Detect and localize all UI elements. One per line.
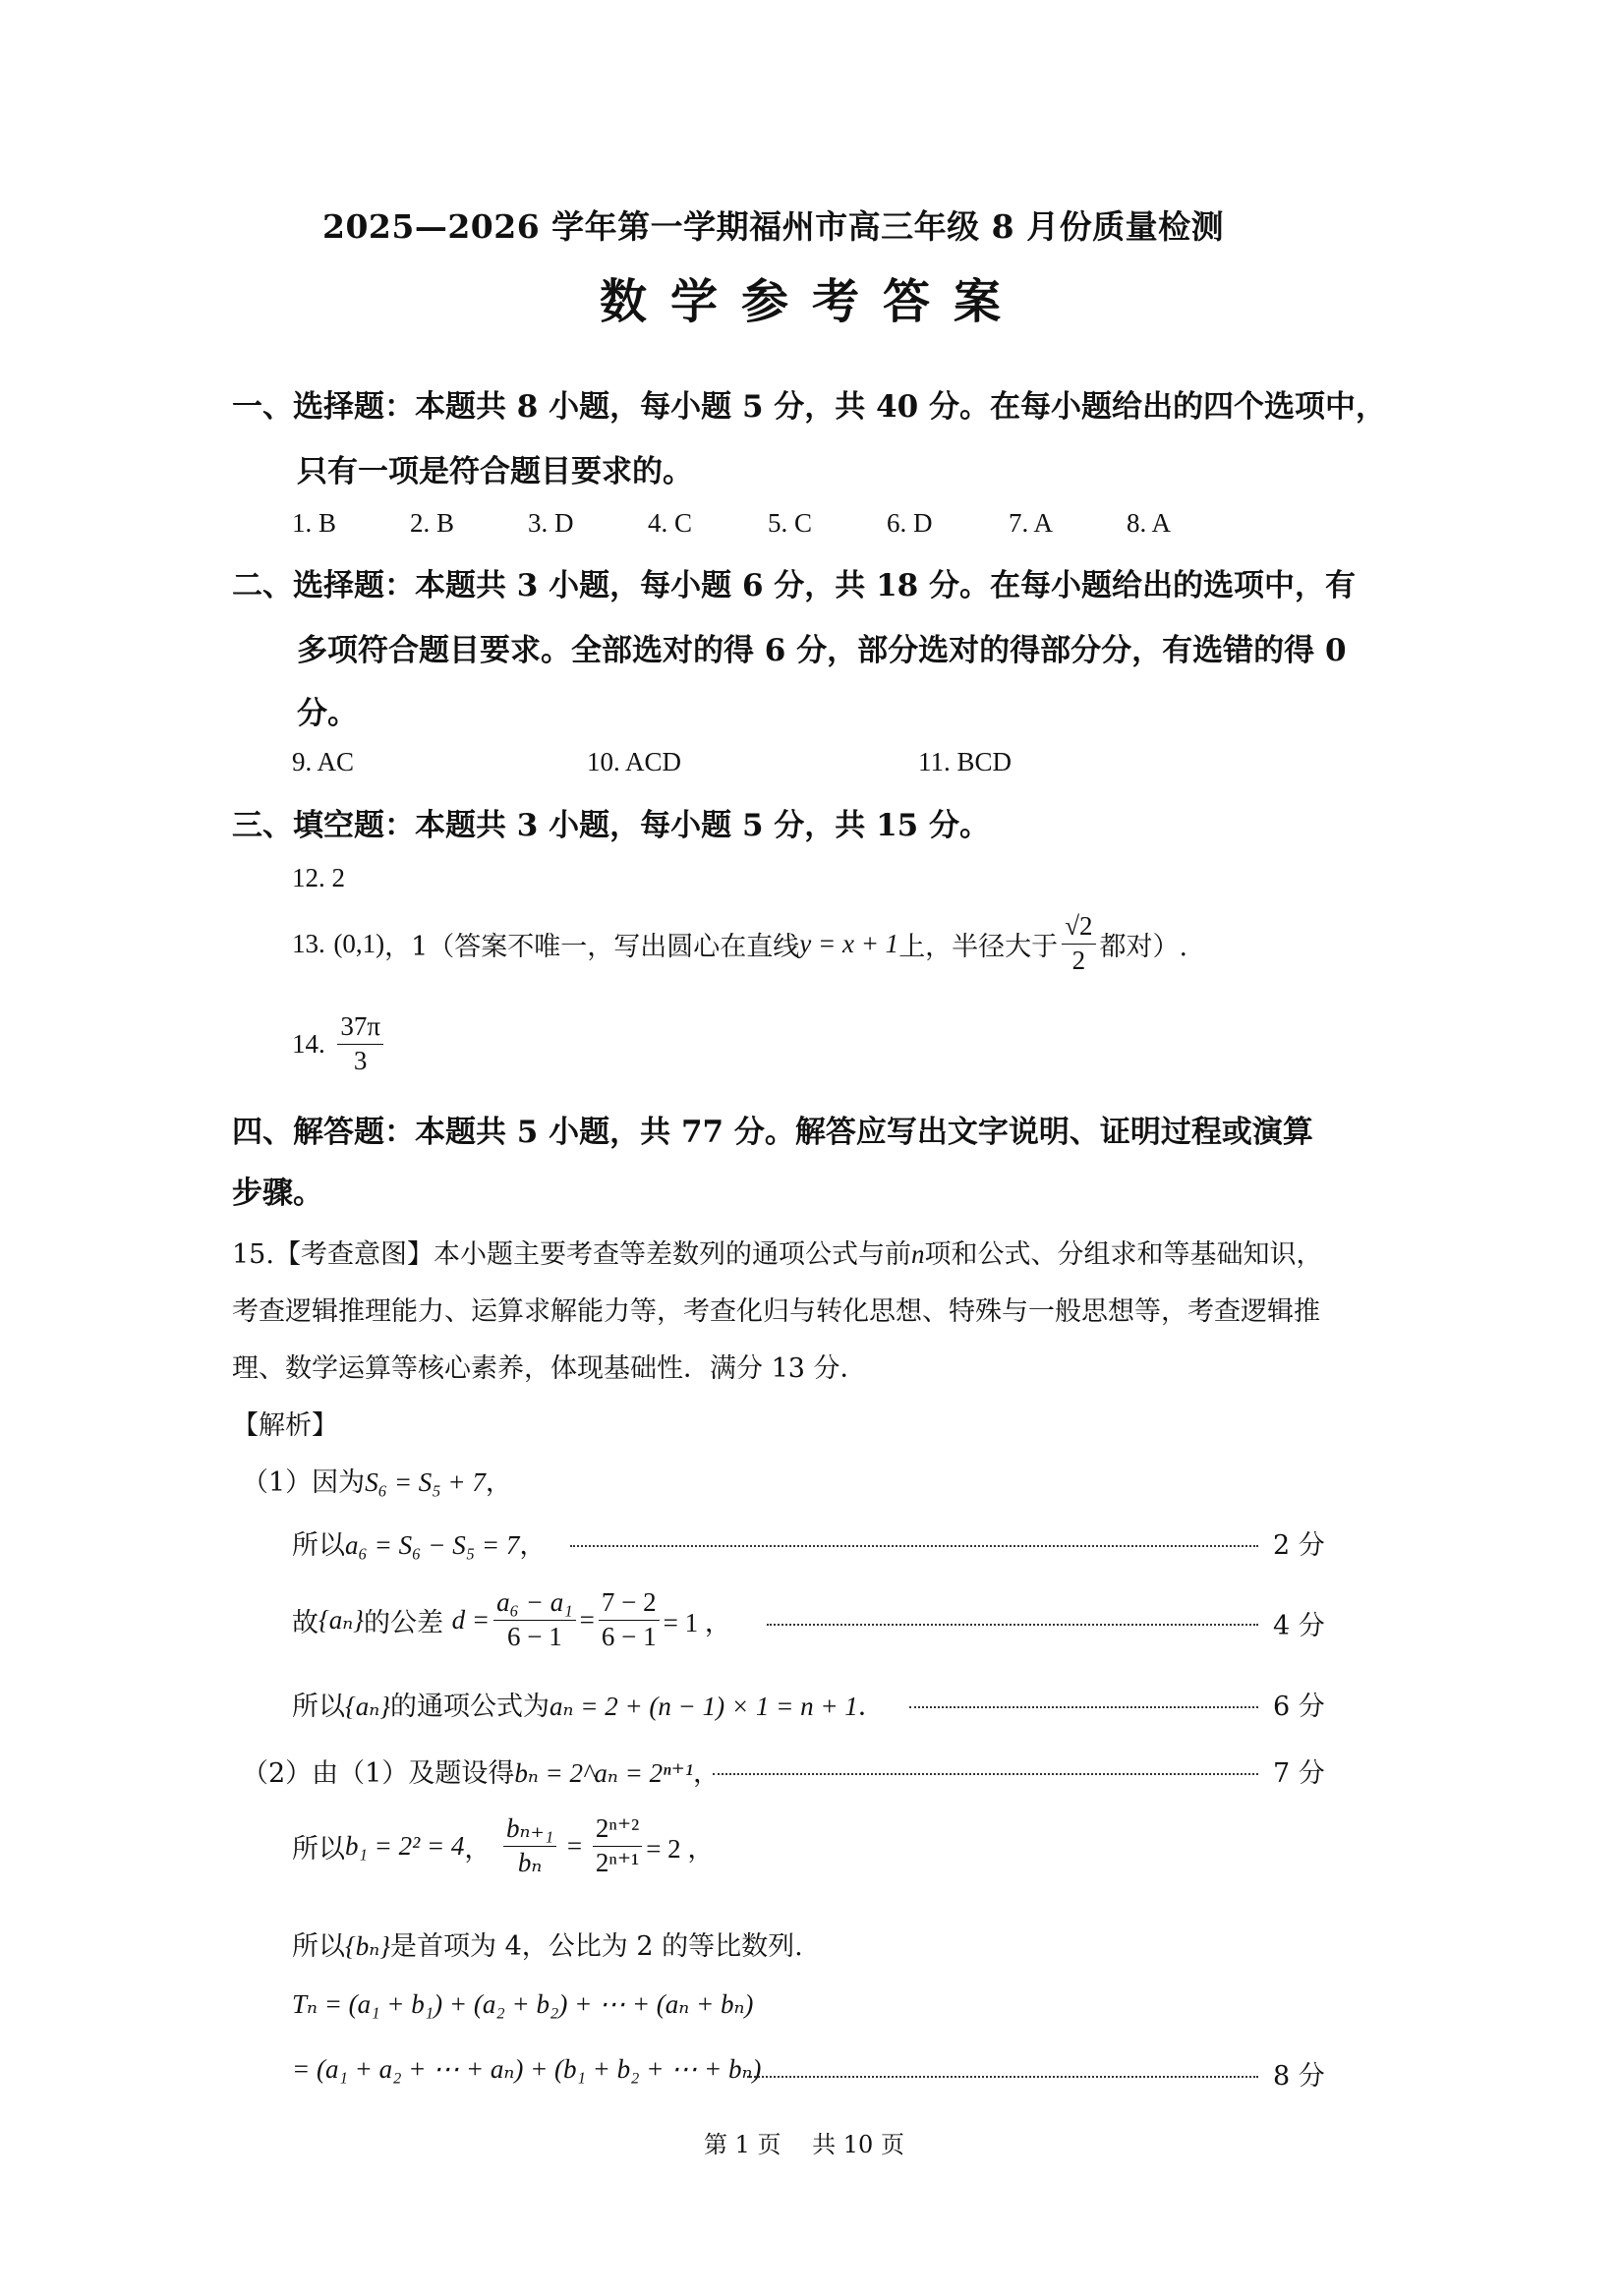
- q15-intent-line3: 理、数学运算等核心素养，体现基础性．满分 13 分．: [232, 1353, 867, 1384]
- q15-step-ratio-fraction1: [503, 1814, 556, 1877]
- answer-11: 11. BCD: [918, 747, 1012, 776]
- q15-part2-label: （2）由（1）及题设得: [242, 1758, 515, 1789]
- q15-step-d-fraction2: [599, 1588, 660, 1651]
- q15-step-geometric-prefix: 所以: [292, 1931, 345, 1962]
- q15-part2-intro: [242, 1751, 720, 1790]
- q15-step-geometric-text: 是首项为 4，公比为 2 的等比数列.: [390, 1931, 803, 1962]
- section2-heading-line3: 分。: [297, 696, 358, 731]
- section2-heading-line1: 二、选择题：本题共 3 小题，每小题 6 分，共 18 分。在每小题给出的选项中，有: [232, 568, 1357, 603]
- section2-heading-line2: 多项符合题目要求。全部选对的得 6 分，部分选对的得部分分，有选错的得 0: [297, 633, 1347, 668]
- q15-step-sum: Tₙ = (a₁ + b₁) + (a₂ + b₂) + ⋯ + (aₙ + bₙ): [292, 1989, 754, 2019]
- q15-step-general-prefix: 所以: [292, 1692, 345, 1722]
- q15-step-ratio-fraction1-denominator: bₙ: [517, 1847, 543, 1877]
- q15-part2-equation: bₙ = 2^aₙ = 2ⁿ⁺¹: [514, 1758, 693, 1788]
- score-6: 6 分: [1273, 1692, 1325, 1722]
- q15-step-ratio-fraction1-numerator: bₙ₊₁: [503, 1814, 556, 1847]
- q15-step-ratio-fraction2: [593, 1814, 642, 1877]
- answer-5: 5. C: [768, 508, 813, 538]
- score-leader-dots: [570, 1545, 1258, 1547]
- q15-step-d-equals: =: [579, 1604, 595, 1635]
- q15-step-geometric-sequence: {bₙ}: [345, 1931, 391, 1961]
- q15-intent-line2: 考查逻辑推理能力、运算求解能力等，考查化归与转化思想、特殊与一般思想等，考查逻辑推: [232, 1296, 1320, 1327]
- q15-step-a6-prefix: 所以: [292, 1530, 345, 1561]
- q15-step-general-equation: aₙ = 2 + (n − 1) × 1 = n + 1: [550, 1692, 858, 1721]
- q15-step-d-prefix: 故: [292, 1607, 318, 1638]
- answer-4: 4. C: [648, 508, 693, 538]
- answer-7: 7. A: [1009, 508, 1054, 538]
- q15-step-general-term: [292, 1685, 885, 1723]
- answer-13-label: 13.: [292, 928, 325, 958]
- answer-2: 2. B: [410, 508, 455, 538]
- score-leader-dots: [713, 1773, 1258, 1775]
- q15-part2-end: ，: [692, 1758, 720, 1789]
- answer-13-line-equation: y = x + 1: [799, 928, 899, 958]
- q15-step-b1-equation: b₁ = 2² = 4: [345, 1830, 465, 1861]
- q15-part1-equation: S₆ = S₅ + 7: [365, 1467, 486, 1497]
- q15-step-ratio-comma: ，: [464, 1833, 492, 1865]
- q15-intent-line1: [232, 1233, 1322, 1271]
- q15-step-general-text: 的通项公式为: [390, 1692, 550, 1722]
- q15-part1-label: （1）因为: [242, 1467, 366, 1498]
- section4-heading-line2: 步骤。: [232, 1176, 323, 1211]
- answer-14-fraction: [337, 1012, 383, 1075]
- score-8: 8 分: [1273, 2061, 1325, 2092]
- answer-3: 3. D: [528, 508, 574, 538]
- q15-step-grouped-sum: = (a₁ + a₂ + ⋯ + aₙ) + (b₁ + b₂ + ⋯ + bₙ): [292, 2054, 762, 2084]
- q15-step-general-end: ．: [857, 1692, 885, 1722]
- section1-heading-line2: 只有一项是符合题目要求的。: [297, 454, 693, 489]
- q15-intent-n: n: [910, 1239, 925, 1269]
- answer-13-text2: 上，半径大于: [898, 931, 1059, 962]
- answer-9: 9. AC: [292, 747, 355, 776]
- score-7: 7 分: [1273, 1758, 1325, 1789]
- score-leader-dots: [767, 1624, 1258, 1626]
- q15-analysis-label: 【解析】: [232, 1410, 338, 1441]
- q15-step-a6-equation: a₆ = S₆ − S₅ = 7: [345, 1530, 520, 1560]
- section1-heading-line1: 一、选择题：本题共 8 小题，每小题 5 分，共 40 分。在每小题给出的四个选项中，: [232, 389, 1387, 425]
- answer-6: 6. D: [887, 508, 933, 538]
- answer-13-radius-fraction: [1062, 912, 1095, 975]
- q15-step-ratio: 所以 b₁ = 2² = 4 ， $\frac{\text{bₙ₊₁}}{\text{bₙ}}$ = $\frac{\text{2ⁿ⁺²}}{\text{2ⁿ⁺¹}}$ = 2 ，: [292, 1813, 715, 1877]
- q15-intent-text-a: 15.【考查意图】本小题主要考查等差数列的通项公式与前: [232, 1239, 911, 1270]
- q15-step-geometric: [292, 1924, 803, 1963]
- answer-10: 10. ACD: [587, 747, 682, 776]
- answer-13: [292, 912, 1187, 975]
- q15-step-d-result: = 1 ，: [663, 1607, 731, 1637]
- answer-13-end: 都对）.: [1099, 931, 1188, 962]
- answer-13-text: ，1（答案不唯一，写出圆心在直线: [384, 931, 800, 962]
- answer-14-denominator: 3: [353, 1045, 368, 1075]
- section3-heading: 三、填空题：本题共 3 小题，每小题 5 分，共 15 分。: [232, 808, 991, 843]
- q15-part1-intro: [242, 1461, 512, 1499]
- answer-13-radius-numerator: √2: [1062, 912, 1095, 945]
- q15-step-d-fraction1-numerator: a₆ − a₁: [493, 1588, 576, 1621]
- section4-heading-line1: 四、解答题：本题共 5 小题，共 77 分。解答应写出文字说明、证明过程或演算: [232, 1115, 1313, 1150]
- q15-step-a6: [292, 1523, 546, 1562]
- score-2: 2 分: [1273, 1530, 1325, 1561]
- q15-intent-text-b: 项和公式、分组求和等基础知识，: [924, 1239, 1323, 1270]
- q15-step-ratio-prefix: 所以: [292, 1833, 345, 1865]
- q15-step-d-fraction2-numerator: 7 − 2: [599, 1588, 660, 1621]
- score-leader-dots: [909, 1706, 1258, 1708]
- q15-step-a6-end: ，: [519, 1530, 547, 1561]
- page-footer: 第 1 页 共 10 页: [704, 2131, 904, 2158]
- answer-13-radius-denominator: 2: [1071, 945, 1086, 975]
- q15-step-d-fraction1-denominator: 6 − 1: [507, 1621, 562, 1651]
- answer-14: [292, 1012, 387, 1075]
- answer-12: 12. 2: [292, 863, 345, 892]
- answer-13-point: (0,1): [333, 928, 385, 958]
- document-subtitle: 数学参考答案: [600, 274, 1025, 329]
- answer-8: 8. A: [1127, 508, 1172, 538]
- answer-1: 1. B: [292, 508, 337, 538]
- q15-step-d-sequence: {aₙ}: [318, 1604, 365, 1635]
- q15-part1-end: ，: [485, 1467, 512, 1498]
- q15-step-general-sequence: {aₙ}: [345, 1692, 391, 1721]
- q15-step-d-text: 的公差: [364, 1607, 444, 1638]
- q15-step-common-difference: [292, 1588, 731, 1651]
- q15-step-d-fraction1: [493, 1588, 576, 1651]
- q15-step-ratio-fraction2-numerator: 2ⁿ⁺²: [593, 1814, 642, 1847]
- document-title: 2025—2026 学年第一学期福州市高三年级 8 月份质量检测: [322, 207, 1225, 246]
- answer-14-numerator: 37π: [337, 1012, 383, 1045]
- score-leader-dots: [747, 2076, 1258, 2078]
- q15-step-ratio-fraction2-denominator: 2ⁿ⁺¹: [595, 1847, 640, 1877]
- q15-step-d-symbol: d =: [451, 1604, 491, 1635]
- q15-step-d-fraction2-denominator: 6 − 1: [601, 1621, 657, 1651]
- answer-14-label: 14.: [292, 1028, 325, 1059]
- score-4: 4 分: [1273, 1611, 1325, 1641]
- q15-step-ratio-result: = 2 ，: [646, 1833, 715, 1864]
